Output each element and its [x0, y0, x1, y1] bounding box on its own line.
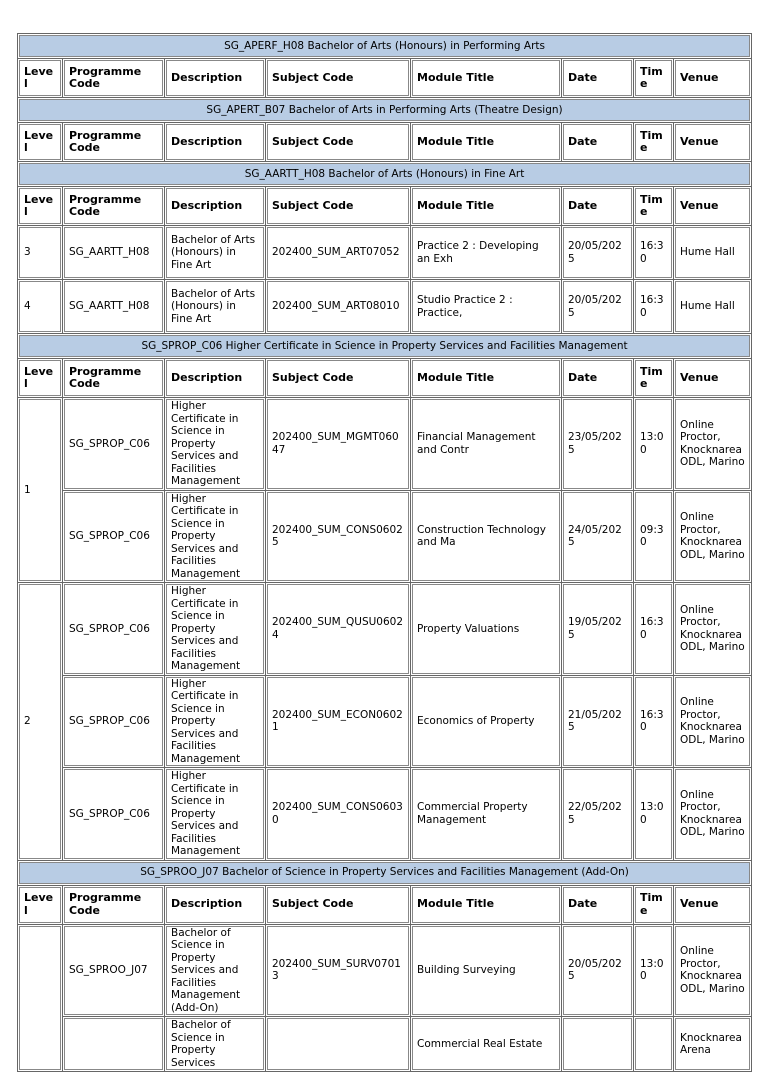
level-cell: 1 — [18, 398, 63, 583]
table-row — [18, 925, 752, 1018]
time-cell: 13:00 — [634, 768, 674, 861]
description-cell: Higher Certificate in Science in Property Services and Facilities Management — [165, 398, 266, 491]
description-cell: Bachelor of Arts (Honours) in Fine Art — [165, 226, 266, 280]
description-cell: Bachelor of Science in Property Services — [165, 1017, 266, 1072]
table-row — [18, 583, 752, 676]
module-title-cell: Practice 2 : Developing an Exh — [411, 226, 562, 280]
column-header-row — [18, 187, 752, 226]
column-header: Module Title — [411, 187, 562, 226]
column-header-row — [18, 123, 752, 162]
programme-code-cell: SG_SPROP_C06 — [63, 676, 165, 769]
programme-code-cell: SG_SPROP_C06 — [63, 491, 165, 584]
module-title-cell: Building Surveying — [411, 925, 562, 1018]
programme-title-row — [18, 162, 752, 187]
date-cell: 23/05/2025 — [562, 398, 634, 491]
column-header: Programme Code — [63, 886, 165, 925]
date-cell: 20/05/2025 — [562, 925, 634, 1018]
subject-code-cell: 202400_SUM_ART07052 — [266, 226, 411, 280]
column-header: Level — [18, 187, 63, 226]
programme-title-row — [18, 98, 752, 123]
subject-code-cell: 202400_SUM_QUSU06024 — [266, 583, 411, 676]
venue-cell: Knocknarea Arena — [674, 1017, 752, 1072]
programme-code-cell: SG_SPROP_C06 — [63, 398, 165, 491]
column-header: Module Title — [411, 359, 562, 398]
column-header: Description — [165, 187, 266, 226]
date-cell: 19/05/2025 — [562, 583, 634, 676]
programme-code-cell — [63, 1017, 165, 1072]
programme-title-row — [18, 34, 752, 59]
module-title-cell: Property Valuations — [411, 583, 562, 676]
date-cell — [562, 1017, 634, 1072]
time-cell: 16:30 — [634, 280, 674, 334]
date-cell: 20/05/2025 — [562, 226, 634, 280]
column-header: Description — [165, 886, 266, 925]
column-header: Time — [634, 123, 674, 162]
subject-code-cell: 202400_SUM_CONS06025 — [266, 491, 411, 584]
column-header: Module Title — [411, 59, 562, 98]
time-cell: 16:30 — [634, 676, 674, 769]
programme-title: SG_APERT_B07 Bachelor of Arts in Performing Arts (Theatre Design) — [18, 98, 752, 123]
column-header: Level — [18, 886, 63, 925]
table-row — [18, 226, 752, 280]
venue-cell: Hume Hall — [674, 226, 752, 280]
subject-code-cell: 202400_SUM_SURV07013 — [266, 925, 411, 1018]
column-header: Time — [634, 359, 674, 398]
venue-cell: Hume Hall — [674, 280, 752, 334]
module-title-cell: Commercial Property Management — [411, 768, 562, 861]
column-header: Date — [562, 187, 634, 226]
module-title-cell: Economics of Property — [411, 676, 562, 769]
programme-code-cell: SG_SPROP_C06 — [63, 583, 165, 676]
description-cell: Higher Certificate in Science in Property Services and Facilities Management — [165, 768, 266, 861]
column-header-row — [18, 59, 752, 98]
column-header: Subject Code — [266, 187, 411, 226]
programme-code-cell: SG_SPROP_C06 — [63, 768, 165, 861]
programme-code-cell: SG_SPROO_J07 — [63, 925, 165, 1018]
programme-title: SG_APERF_H08 Bachelor of Arts (Honours) in Performing Arts — [18, 34, 752, 59]
column-header: Level — [18, 359, 63, 398]
table-row — [18, 280, 752, 334]
column-header: Programme Code — [63, 187, 165, 226]
module-title-cell: Commercial Real Estate — [411, 1017, 562, 1072]
column-header: Programme Code — [63, 123, 165, 162]
venue-cell: Online Proctor, Knocknarea ODL, Marino — [674, 768, 752, 861]
column-header: Level — [18, 59, 63, 98]
column-header: Date — [562, 886, 634, 925]
column-header: Subject Code — [266, 886, 411, 925]
column-header: Venue — [674, 123, 752, 162]
venue-cell: Online Proctor, Knocknarea ODL, Marino — [674, 398, 752, 491]
column-header: Description — [165, 123, 266, 162]
programme-code-cell: SG_AARTT_H08 — [63, 280, 165, 334]
column-header: Module Title — [411, 123, 562, 162]
venue-cell: Online Proctor, Knocknarea ODL, Marino — [674, 491, 752, 584]
table-row — [18, 491, 752, 584]
column-header: Time — [634, 59, 674, 98]
programme-title: SG_SPROP_C06 Higher Certificate in Science in Property Services and Facilities Management — [18, 334, 752, 359]
column-header: Venue — [674, 886, 752, 925]
level-cell: 4 — [18, 280, 63, 334]
time-cell: 16:30 — [634, 226, 674, 280]
level-cell: 2 — [18, 583, 63, 861]
time-cell: 13:00 — [634, 398, 674, 491]
time-cell: 09:30 — [634, 491, 674, 584]
level-cell — [18, 925, 63, 1072]
venue-cell: Online Proctor, Knocknarea ODL, Marino — [674, 925, 752, 1018]
column-header: Programme Code — [63, 359, 165, 398]
module-title-cell: Studio Practice 2 : Practice, — [411, 280, 562, 334]
programme-title: SG_AARTT_H08 Bachelor of Arts (Honours) in Fine Art — [18, 162, 752, 187]
column-header: Venue — [674, 59, 752, 98]
column-header: Subject Code — [266, 359, 411, 398]
column-header: Subject Code — [266, 59, 411, 98]
programme-title-row — [18, 334, 752, 359]
programme-title: SG_SPROO_J07 Bachelor of Science in Property Services and Facilities Management (Add-On) — [18, 861, 752, 886]
column-header: Programme Code — [63, 59, 165, 98]
description-cell: Bachelor of Arts (Honours) in Fine Art — [165, 280, 266, 334]
subject-code-cell — [266, 1017, 411, 1072]
description-cell: Higher Certificate in Science in Property Services and Facilities Management — [165, 583, 266, 676]
column-header: Time — [634, 886, 674, 925]
date-cell: 22/05/2025 — [562, 768, 634, 861]
date-cell: 20/05/2025 — [562, 280, 634, 334]
column-header-row — [18, 886, 752, 925]
column-header: Date — [562, 123, 634, 162]
subject-code-cell: 202400_SUM_ECON06021 — [266, 676, 411, 769]
column-header: Level — [18, 123, 63, 162]
date-cell: 21/05/2025 — [562, 676, 634, 769]
column-header: Date — [562, 359, 634, 398]
module-title-cell: Construction Technology and Ma — [411, 491, 562, 584]
time-cell — [634, 1017, 674, 1072]
column-header-row — [18, 359, 752, 398]
level-cell: 3 — [18, 226, 63, 280]
table-row — [18, 676, 752, 769]
description-cell: Higher Certificate in Science in Property Services and Facilities Management — [165, 491, 266, 584]
table-row — [18, 768, 752, 861]
exam-timetable — [17, 33, 752, 1072]
programme-title-row — [18, 861, 752, 886]
subject-code-cell: 202400_SUM_CONS06030 — [266, 768, 411, 861]
table-row — [18, 398, 752, 491]
column-header: Venue — [674, 359, 752, 398]
column-header: Subject Code — [266, 123, 411, 162]
programme-code-cell: SG_AARTT_H08 — [63, 226, 165, 280]
column-header: Time — [634, 187, 674, 226]
venue-cell: Online Proctor, Knocknarea ODL, Marino — [674, 676, 752, 769]
description-cell: Higher Certificate in Science in Property Services and Facilities Management — [165, 676, 266, 769]
column-header: Module Title — [411, 886, 562, 925]
module-title-cell: Financial Management and Contr — [411, 398, 562, 491]
subject-code-cell: 202400_SUM_MGMT06047 — [266, 398, 411, 491]
time-cell: 16:30 — [634, 583, 674, 676]
subject-code-cell: 202400_SUM_ART08010 — [266, 280, 411, 334]
table-row — [18, 1017, 752, 1072]
date-cell: 24/05/2025 — [562, 491, 634, 584]
venue-cell: Online Proctor, Knocknarea ODL, Marino — [674, 583, 752, 676]
description-cell: Bachelor of Science in Property Services and Facilities Management (Add-On) — [165, 925, 266, 1018]
column-header: Description — [165, 59, 266, 98]
column-header: Description — [165, 359, 266, 398]
time-cell: 13:00 — [634, 925, 674, 1018]
column-header: Date — [562, 59, 634, 98]
column-header: Venue — [674, 187, 752, 226]
